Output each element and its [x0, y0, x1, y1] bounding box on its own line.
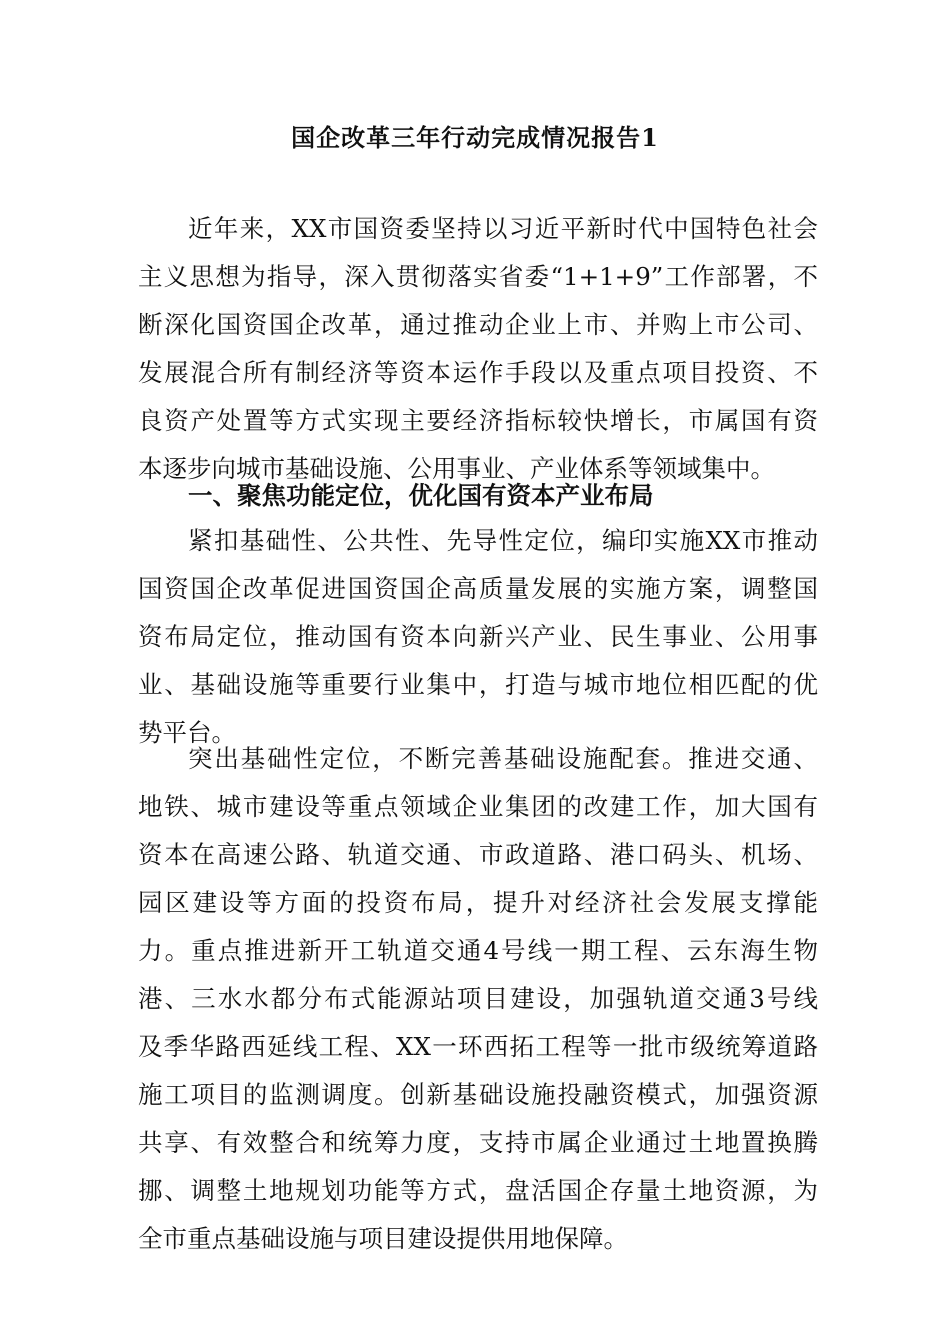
paragraph-line: 及季华路西延线工程、XX一环西拓工程等一批市级统筹道路: [138, 1032, 818, 1061]
paragraph-line: 断深化国资国企改革，通过推动企业上市、并购上市公司、: [138, 310, 818, 339]
paragraph-line: 国资国企改革促进国资国企高质量发展的实施方案，调整国: [138, 574, 818, 603]
paragraph-line: 港、三水水都分布式能源站项目建设，加强轨道交通3号线: [138, 984, 818, 1013]
section-heading-block: [138, 472, 818, 520]
paragraph-line: 施工项目的监测调度。创新基础设施投融资模式，加强资源: [138, 1080, 818, 1109]
paragraph-line: 地铁、城市建设等重点领域企业集团的改建工作，加大国有: [138, 792, 818, 821]
paragraph-line: 本逐步向城市基础设施、公用事业、产业体系等领域集中。: [138, 454, 775, 483]
paragraph-line: 主义思想为指导，深入贯彻落实省委“1+1+9”工作部署，不: [138, 262, 818, 291]
paragraph-line: 发展混合所有制经济等资本运作手段以及重点项目投资、不: [138, 358, 818, 387]
paragraph-line: 业、基础设施等重要行业集中，打造与城市地位相匹配的优: [138, 670, 818, 699]
section-heading: 一、聚焦功能定位，优化国有资本产业布局: [188, 481, 654, 510]
paragraph-line: 近年来，XX市国资委坚持以习近平新时代中国特色社会: [188, 214, 818, 243]
paragraph-line: 紧扣基础性、公共性、先导性定位，编印实施XX市推动: [188, 526, 818, 555]
paragraph-line: 良资产处置等方式实现主要经济指标较快增长，市属国有资: [138, 406, 818, 435]
paragraph-line: 势平台。: [138, 718, 236, 747]
body-paragraph-3: [138, 735, 818, 1263]
intro-paragraph: [138, 205, 818, 493]
document-title: 国企改革三年行动完成情况报告1: [291, 123, 659, 152]
paragraph-line: 挪、调整土地规划功能等方式，盘活国企存量土地资源，为: [138, 1176, 818, 1205]
paragraph-line: 共享、有效整合和统筹力度，支持市属企业通过土地置换腾: [138, 1128, 818, 1157]
paragraph-line: 园区建设等方面的投资布局，提升对经济社会发展支撑能: [138, 888, 818, 917]
paragraph-line: 资布局定位，推动国有资本向新兴产业、民生事业、公用事: [138, 622, 818, 651]
paragraph-line: 全市重点基础设施与项目建设提供用地保障。: [138, 1224, 628, 1253]
paragraph-line: 资本在高速公路、轨道交通、市政道路、港口码头、机场、: [138, 840, 818, 869]
paragraph-line: 突出基础性定位，不断完善基础设施配套。推进交通、: [188, 744, 818, 773]
paragraph-line: 力。重点推进新开工轨道交通4号线一期工程、云东海生物: [138, 936, 818, 965]
body-paragraph-2: [138, 517, 818, 757]
